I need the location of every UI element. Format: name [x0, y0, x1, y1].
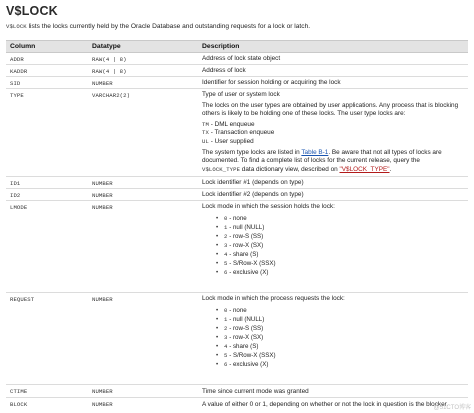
description-text: Time since current mode was granted	[202, 388, 309, 395]
intro-body: lists the locks currently held by the Oracle Database and outstanding requests for a lock or latch.	[26, 23, 311, 30]
column-description	[202, 67, 466, 78]
mode-code: 5	[224, 259, 228, 267]
page-title: V$LOCK	[6, 4, 58, 18]
description-text: Type of user or system lock	[202, 91, 280, 98]
list-item	[216, 361, 466, 369]
lock-label: - DML enqueue	[208, 120, 255, 128]
mode-code: 1	[224, 223, 228, 231]
list-item	[216, 325, 466, 333]
mode-label: - row-X (SX)	[227, 241, 264, 249]
mode-label: - null (NULL)	[227, 315, 265, 323]
column-datatype: NUMBER	[92, 401, 113, 408]
column-description	[202, 388, 466, 399]
list-item	[216, 269, 466, 277]
mode-label: - S/Row-X (SSX)	[227, 259, 276, 267]
header-column: Column	[10, 43, 36, 50]
description-text: documented. To find a complete list of locks for the current release, query the	[202, 157, 420, 165]
mode-code: 3	[224, 241, 228, 249]
v-lock-type-link[interactable]: "V$LOCK_TYPE"	[339, 165, 390, 173]
list-item	[216, 343, 466, 351]
column-datatype: VARCHAR2(2)	[92, 92, 131, 99]
description-text: Lock mode in which the session holds the lock:	[202, 203, 335, 210]
lock-mode-list	[216, 215, 466, 277]
description-text: Lock mode in which the process requests the lock:	[202, 295, 345, 302]
intro-text	[6, 23, 470, 30]
column-name: KADDR	[10, 68, 28, 75]
column-datatype: NUMBER	[92, 180, 113, 187]
list-item	[216, 316, 466, 324]
list-item	[216, 307, 466, 315]
column-description	[202, 179, 466, 190]
column-name: TYPE	[10, 92, 24, 99]
mode-code: 4	[224, 342, 228, 350]
description-text: A value of either 0 or 1, depending on whether or not the lock in question is the blocker.	[202, 401, 449, 408]
text-span: .	[389, 165, 392, 173]
lock-type-tx	[202, 129, 466, 138]
table-row	[6, 189, 468, 201]
lock-label: - Transaction enqueue	[208, 129, 275, 137]
column-description	[202, 203, 466, 277]
header-datatype: Datatype	[92, 43, 121, 50]
table-row	[6, 65, 468, 77]
list-item	[216, 260, 466, 268]
lock-mode-list	[216, 307, 466, 369]
table-row	[6, 77, 468, 89]
mode-label: - S/Row-X (SSX)	[227, 351, 276, 359]
mode-code: 0	[224, 306, 228, 314]
mode-label: - exclusive (X)	[227, 360, 269, 368]
column-name: ID2	[10, 192, 21, 199]
column-datatype: RAW(4 | 8)	[92, 68, 127, 75]
lock-code: TM	[202, 120, 209, 128]
column-description	[202, 79, 466, 90]
table-row	[6, 89, 468, 177]
intro-code: V$LOCK	[6, 23, 27, 30]
column-name: CTIME	[10, 388, 28, 395]
list-item	[216, 334, 466, 342]
column-name: ID1	[10, 180, 21, 187]
column-datatype: NUMBER	[92, 204, 113, 211]
column-description	[202, 401, 466, 412]
mode-code: 1	[224, 315, 228, 323]
table-row	[6, 385, 468, 398]
description-text	[202, 149, 466, 158]
header-description: Description	[202, 43, 240, 50]
text-span: data dictionary view, described on	[240, 165, 340, 173]
description-text: Address of lock state object	[202, 55, 281, 62]
view-code: V$LOCK_TYPE	[202, 165, 241, 173]
column-datatype: NUMBER	[92, 80, 113, 87]
list-item	[216, 215, 466, 223]
description-text: others is likely to be holding one of these locks. The user type locks are:	[202, 110, 406, 118]
description-text: Identifier for session holding or acquiring the lock	[202, 79, 341, 86]
list-item	[216, 233, 466, 241]
mode-label: - none	[227, 306, 247, 314]
table-b1-link[interactable]: Table B-1	[301, 148, 329, 156]
mode-code: 0	[224, 214, 228, 222]
column-description	[202, 91, 466, 176]
mode-label: - share (S)	[227, 250, 259, 258]
text-span: . Be aware that not all types of locks are	[328, 148, 442, 156]
table-row	[6, 201, 468, 293]
description-text: Lock identifier #1 (depends on type)	[202, 179, 304, 186]
lock-code: UL	[202, 137, 209, 145]
mode-code: 4	[224, 250, 228, 258]
mode-label: - row-S (SS)	[227, 324, 264, 332]
mode-code: 2	[224, 324, 228, 332]
mode-code: 3	[224, 333, 228, 341]
column-description	[202, 191, 466, 202]
column-description	[202, 55, 466, 66]
lock-type-tm	[202, 121, 466, 130]
column-datatype: NUMBER	[92, 192, 113, 199]
table-row	[6, 398, 468, 413]
list-item	[216, 242, 466, 250]
table-row	[6, 53, 468, 65]
column-name: LMODE	[10, 204, 28, 211]
mode-label: - exclusive (X)	[227, 268, 269, 276]
column-datatype: NUMBER	[92, 296, 113, 303]
list-item	[216, 224, 466, 232]
list-item	[216, 352, 466, 360]
column-name: SID	[10, 80, 21, 87]
table-header	[6, 40, 468, 53]
column-name: BLOCK	[10, 401, 28, 408]
mode-label: - row-X (SX)	[227, 333, 264, 341]
mode-label: - null (NULL)	[227, 223, 265, 231]
lock-type-ul	[202, 138, 466, 147]
column-description	[202, 295, 466, 369]
column-name: ADDR	[10, 56, 24, 63]
description-text: Address of lock	[202, 67, 246, 74]
mode-label: - none	[227, 214, 247, 222]
description-text	[202, 166, 466, 175]
description-text: Lock identifier #2 (depends on type)	[202, 191, 304, 198]
mode-label: - share (S)	[227, 342, 259, 350]
mode-code: 5	[224, 351, 228, 359]
lock-code: TX	[202, 129, 209, 137]
column-datatype: NUMBER	[92, 388, 113, 395]
lock-label: - User supplied	[208, 137, 254, 145]
column-datatype: RAW(4 | 8)	[92, 56, 127, 63]
mode-label: - row-S (SS)	[227, 232, 264, 240]
mode-code: 2	[224, 232, 228, 240]
mode-code: 6	[224, 268, 228, 276]
description-text: The locks on the user types are obtained by user applications. Any process that is blocking	[202, 101, 459, 109]
table-row	[6, 293, 468, 385]
column-name: REQUEST	[10, 296, 35, 303]
mode-code: 6	[224, 360, 228, 368]
table-row	[6, 177, 468, 189]
watermark: @51CTO博客	[433, 405, 471, 411]
text-span: The system type locks are listed in	[202, 148, 302, 156]
list-item	[216, 251, 466, 259]
